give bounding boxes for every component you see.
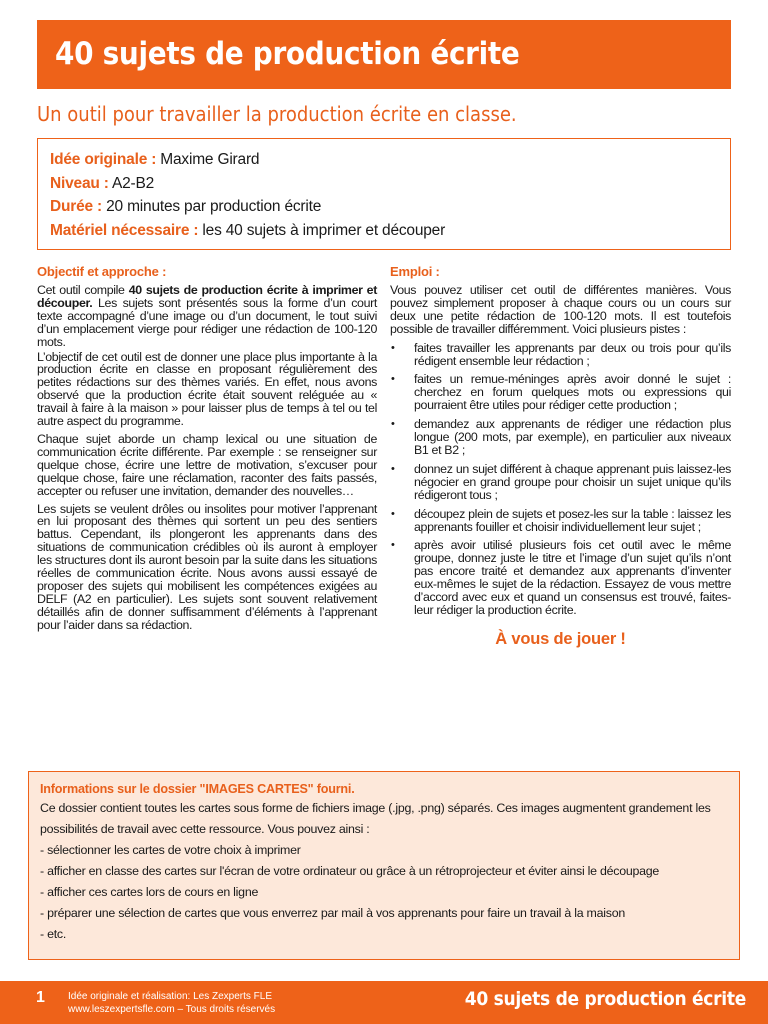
objectif-paragraph-1 <box>37 284 377 349</box>
emploi-column <box>390 264 731 646</box>
list-item-text: découpez plein de sujets et posez-les sur la table : laissez les apprenants fouiller et choisir individuellement leur sujet ; <box>414 506 731 534</box>
info-value: A2-B2 <box>111 174 155 192</box>
info-value: 20 minutes par production écrite <box>106 198 322 215</box>
page-subtitle: Un outil pour travailler la production écrite en classe. <box>37 102 517 126</box>
info-author <box>50 148 730 172</box>
list-item <box>390 342 731 368</box>
bullet-icon: • <box>391 462 395 475</box>
emploi-intro: Vous pouvez utiliser cet outil de différentes manières. Vous pouvez simplement proposer à chaque cours ou un cours sur deux une petite rédaction de 100-120 mots. Il est toutefois possible de travailler différemment. Voici plusieurs pistes : <box>390 283 731 336</box>
images-info-line: - sélectionner les cartes de votre choix à imprimer <box>40 843 301 857</box>
list-item-text: après avoir utilisé plusieurs fois cet outil avec le même groupe, donnez juste le titre et l’image d’un sujet qu’ils n’ont pas encore traité et demandez aux apprenants d’inventer eux-mêmes le sujet de la rédaction. Essayez de vous mettre d’accord avec eux et quand un consensus est trouvé, faites-leur rédiger la production écrite. <box>414 538 731 617</box>
info-value: Maxime Girard <box>160 151 260 168</box>
emploi-list <box>390 342 731 617</box>
text-run: Cet outil compile <box>37 283 129 297</box>
info-label: Durée : <box>50 198 103 215</box>
bullet-icon: • <box>391 539 395 552</box>
footer-credits <box>68 990 275 1016</box>
emploi-heading: Emploi : <box>390 264 440 279</box>
bullet-icon: • <box>391 507 395 520</box>
objectif-column <box>37 264 377 634</box>
images-info-line: - afficher ces cartes lors de cours en ligne <box>40 885 259 899</box>
objectif-paragraph-3: Chaque sujet aborde un champ lexical ou une situation de communication écrite différente. Par exemple : se renseigner sur quelque chose, écrire une lettre de motivation, s’excuser pour quelque chose, faire une réclamation, raconter des faits passés, accepter ou refuser une invitation, demander des nouvelles… <box>37 431 377 498</box>
page-footer <box>0 981 768 1024</box>
page-title: 40 sujets de production écrite <box>55 36 520 72</box>
objectif-paragraph-2: L’objectif de cet outil est de donner une place plus importante à la production écrite en classe en proposant régulièrement des petites rédactions sur des thèmes variés. En effet, nous avons observé que la production écrite était souvent reléguée au « travail à faire à la maison » pour laisser plus de temps à tel ou tel autre aspect du programme. <box>37 349 377 429</box>
objectif-heading: Objectif et approche : <box>37 264 167 279</box>
info-duration <box>50 195 730 219</box>
list-item-text: faites travailler les apprenants par deux ou trois pour qu’ils rédigent ensemble leur rédaction ; <box>414 340 731 368</box>
call-to-action: À vous de jouer ! <box>495 629 626 648</box>
page-number: 1 <box>36 989 45 1006</box>
images-info-intro: Ce dossier contient toutes les cartes sous forme de fichiers image (.jpg, .png) séparés. Ces images augmentent grandement les possibilités de travail avec cette ressource. Vous pouvez ainsi : <box>40 801 711 836</box>
info-value: les 40 sujets à imprimer et découper <box>202 221 446 239</box>
info-label: Niveau : <box>50 174 109 192</box>
info-label: Idée originale : <box>50 151 157 168</box>
list-item-text: donnez un sujet différent à chaque apprenant puis laissez-les négocier en grand groupe pour choisir un sujet unique qu’ils rédigeront tous ; <box>414 461 731 502</box>
footer-credit-line: www.leszexpertsfle.com – Tous droits réservés <box>68 1004 276 1015</box>
list-item <box>390 508 731 534</box>
info-level <box>50 172 730 196</box>
bullet-icon: • <box>391 341 395 354</box>
images-info-title: Informations sur le dossier "IMAGES CARTES" fourni. <box>40 782 355 796</box>
list-item-text: demandez aux apprenants de rédiger une rédaction plus longue (200 mots, par exemple), en particulier aux niveaux B1 et B2 ; <box>414 417 731 457</box>
list-item <box>390 418 731 457</box>
objectif-paragraph-4: Les sujets se veulent drôles ou insolites pour motiver l’apprenant en lui proposant des thèmes qui sortent un peu des sentiers battus. Cependant, ils plongeront les apprenants dans des situations de communication crédibles où ils auront à employer les structures dont ils auront besoin par la suite dans les situations réelles de communication écrite. Nous avons aussi essayé de proposer des sujets qui mobilisent les compétences exigées au DELF (A2 en particulier). Les sujets sont souvent relativement détaillés afin de donner suffisamment d’éléments à l’apprenant pour l’aider dans sa rédaction. <box>37 501 377 632</box>
images-info-line: - etc. <box>40 927 67 941</box>
bullet-icon: • <box>391 373 395 386</box>
info-label: Matériel nécessaire : <box>50 221 199 239</box>
text-run: Les sujets sont présentés sous la forme d’un court texte accompagné d’une image ou d’un document, le tout suivi d’un emplacement vierge pour rédiger une rédaction de 100-120 mots. <box>37 295 377 349</box>
footer-credit-line: Idée originale et réalisation: Les Zexperts FLE <box>68 991 272 1002</box>
list-item-text: faites un remue-méninges après avoir donné le sujet : cherchez en forum quelques mots ou expressions qui pourraient être utiles pour rédiger cette production ; <box>414 372 731 413</box>
footer-title: 40 sujets de production écrite <box>464 988 746 1010</box>
list-item <box>390 463 731 502</box>
text-run-bold: 40 sujets de production écrite à imprimer et découper. <box>37 283 377 310</box>
bullet-icon: • <box>391 418 395 431</box>
images-info-line: - afficher en classe des cartes sur l'écran de votre ordinateur ou grâce à un rétroprojecteur et éviter ainsi le découpage <box>40 864 660 878</box>
images-info-line: - préparer une sélection de cartes que vous enverrez par mail à vos apprenants pour faire un travail à la maison <box>40 906 625 920</box>
list-item <box>390 373 731 412</box>
info-box <box>37 138 731 250</box>
images-info-box <box>28 771 740 960</box>
list-item <box>390 539 731 616</box>
title-bar <box>37 20 731 89</box>
info-material <box>50 219 730 243</box>
